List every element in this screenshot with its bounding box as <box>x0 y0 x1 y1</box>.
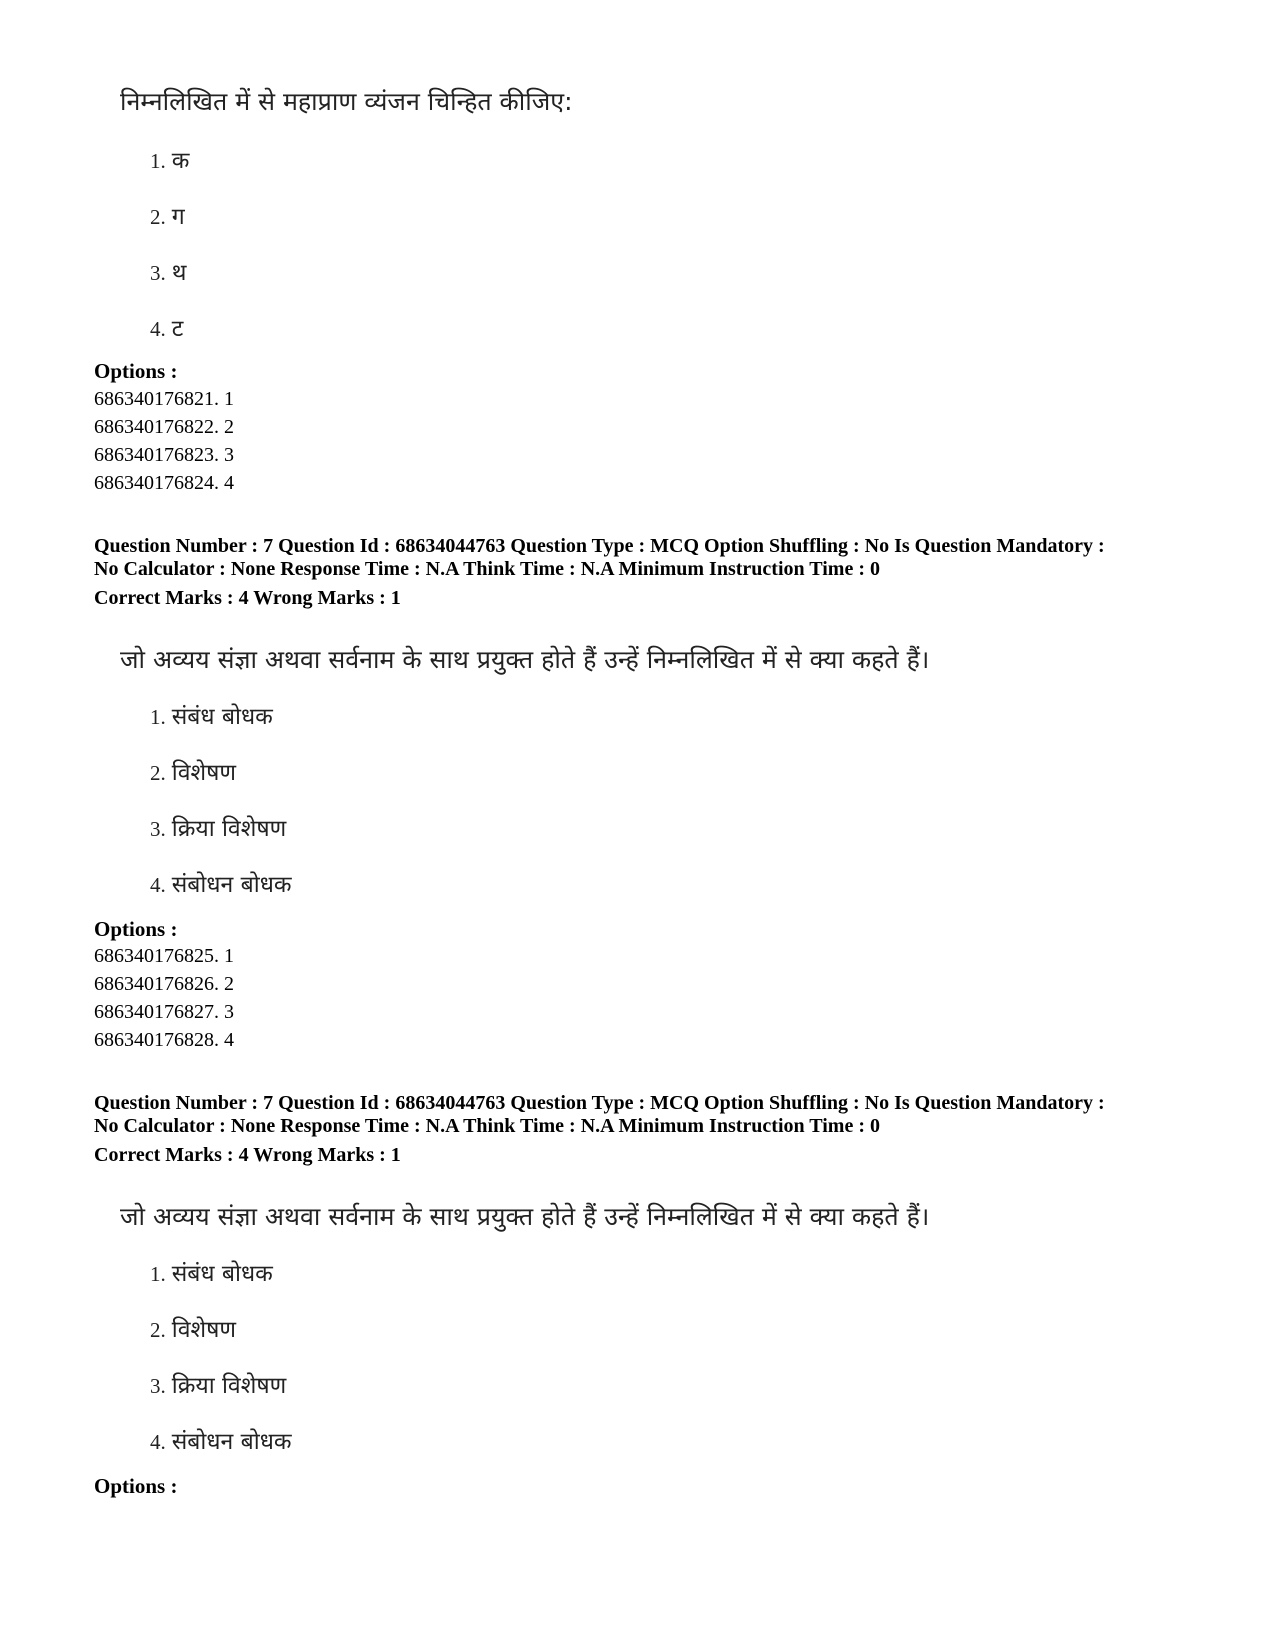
choice-item <box>150 1424 292 1456</box>
option-row: 686340176825. 1 <box>94 945 234 967</box>
choice-text: थ <box>171 260 187 286</box>
choice-number: 4. <box>150 1430 166 1454</box>
question-text: जो अव्यय संज्ञा अथवा सर्वनाम के साथ प्रयुक्त होते हैं उन्हें निम्नलिखित में से क्या कहते हैं। <box>120 1202 930 1231</box>
choice-text: ग <box>171 204 185 230</box>
question-meta-line: Question Number : 7 Question Id : 68634044763 Question Type : MCQ Option Shuffling : No Is Question Mandatory : <box>94 1092 1105 1114</box>
choice-number: 1. <box>150 1262 166 1286</box>
choice-item <box>150 311 183 343</box>
choice-item <box>150 755 236 787</box>
option-row: 686340176821. 1 <box>94 388 234 410</box>
question-text: निम्नलिखित में से महाप्राण व्यंजन चिन्हित कीजिए: <box>120 87 573 116</box>
choice-item <box>150 699 273 731</box>
choice-number: 2. <box>150 761 166 785</box>
choice-item <box>150 1312 236 1344</box>
option-row: 686340176828. 4 <box>94 1029 234 1051</box>
choice-number: 4. <box>150 317 166 341</box>
question-marks: Correct Marks : 4 Wrong Marks : 1 <box>94 1144 401 1166</box>
question-text: जो अव्यय संज्ञा अथवा सर्वनाम के साथ प्रयुक्त होते हैं उन्हें निम्नलिखित में से क्या कहते हैं। <box>120 645 930 674</box>
choice-number: 4. <box>150 873 166 897</box>
choice-item <box>150 255 186 287</box>
option-row: 686340176827. 3 <box>94 1001 234 1023</box>
choice-item <box>150 199 185 231</box>
choice-number: 3. <box>150 817 166 841</box>
choice-text: क्रिया विशेषण <box>171 816 287 842</box>
choice-number: 2. <box>150 1318 166 1342</box>
choice-text: संबंध बोधक <box>171 1261 273 1287</box>
choice-number: 3. <box>150 261 166 285</box>
options-label: Options : <box>94 1474 178 1498</box>
choice-text: विशेषण <box>171 1317 237 1343</box>
choice-text: विशेषण <box>171 760 237 786</box>
option-row: 686340176826. 2 <box>94 973 234 995</box>
option-row: 686340176824. 4 <box>94 472 234 494</box>
choice-item <box>150 867 292 899</box>
question-meta-line: No Calculator : None Response Time : N.A Think Time : N.A Minimum Instruction Time : 0 <box>94 1115 880 1137</box>
choice-text: क्रिया विशेषण <box>171 1373 287 1399</box>
choice-item <box>150 1368 286 1400</box>
question-marks: Correct Marks : 4 Wrong Marks : 1 <box>94 587 401 609</box>
options-label: Options : <box>94 917 178 941</box>
choice-text: ट <box>171 316 184 342</box>
option-row: 686340176823. 3 <box>94 444 234 466</box>
choice-number: 1. <box>150 149 166 173</box>
choice-number: 2. <box>150 205 166 229</box>
question-meta-line: Question Number : 7 Question Id : 68634044763 Question Type : MCQ Option Shuffling : No Is Question Mandatory : <box>94 535 1105 557</box>
choice-number: 3. <box>150 1374 166 1398</box>
choice-item <box>150 811 286 843</box>
choice-item <box>150 143 189 175</box>
choice-text: संबोधन बोधक <box>171 1429 292 1455</box>
question-meta-line: No Calculator : None Response Time : N.A Think Time : N.A Minimum Instruction Time : 0 <box>94 558 880 580</box>
choice-text: क <box>171 148 190 174</box>
choice-text: संबंध बोधक <box>171 704 273 730</box>
choice-number: 1. <box>150 705 166 729</box>
choice-item <box>150 1256 273 1288</box>
choice-text: संबोधन बोधक <box>171 872 292 898</box>
options-label: Options : <box>94 359 178 383</box>
option-row: 686340176822. 2 <box>94 416 234 438</box>
